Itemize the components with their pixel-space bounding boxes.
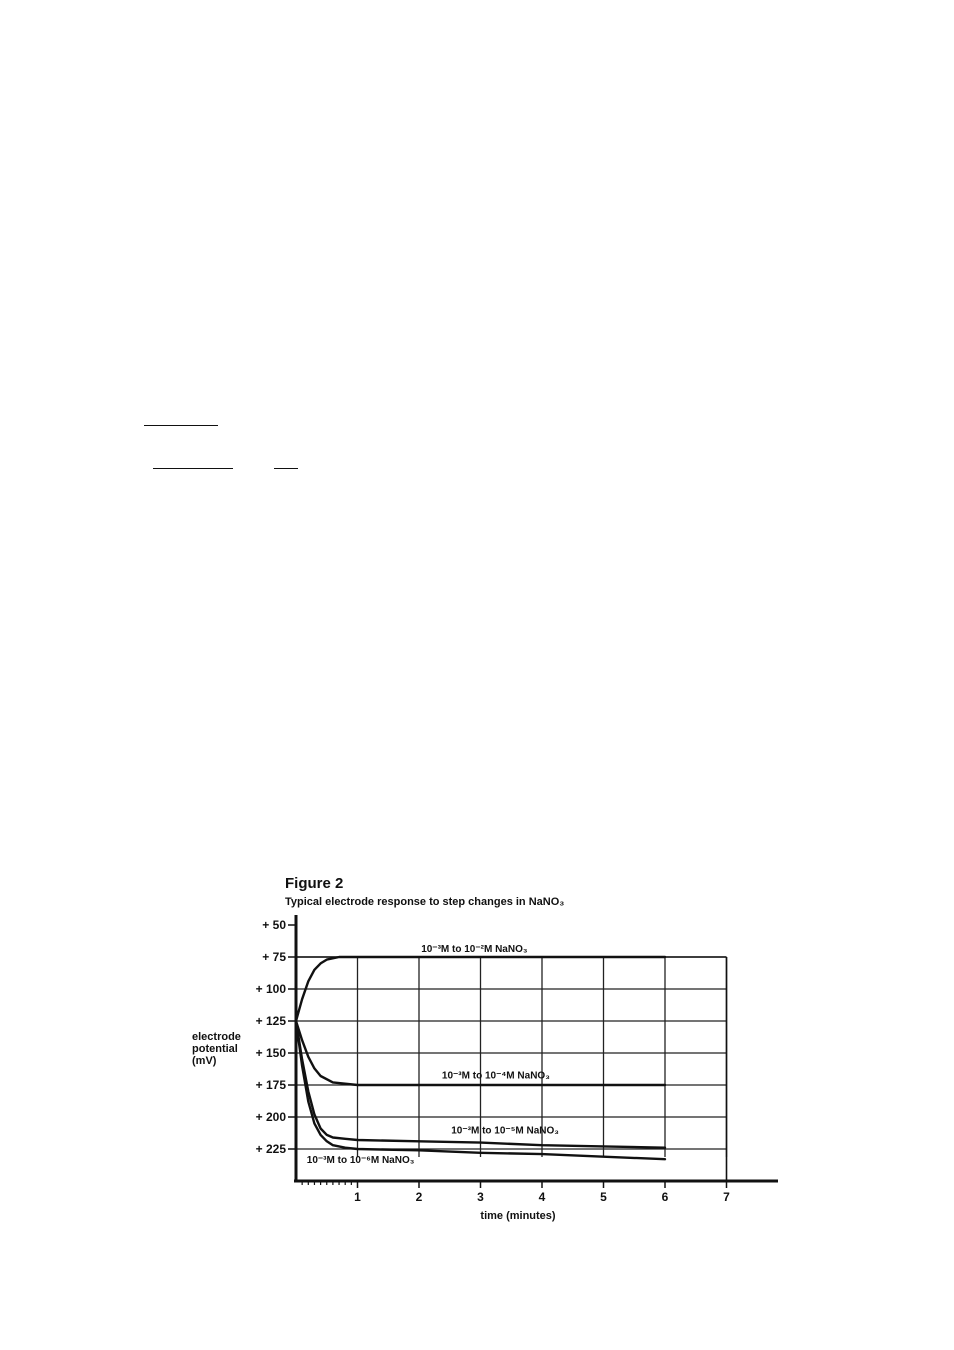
y-tick-label: + 125 <box>255 1014 286 1028</box>
y-tick-label: + 75 <box>262 950 286 964</box>
y-tick-label: + 100 <box>255 982 286 996</box>
series-label-3: 10⁻³M to 10⁻⁵M NaNO₃ <box>451 1125 559 1137</box>
x-tick-label: 1 <box>354 1190 361 1204</box>
chart-title: Figure 2 <box>285 875 344 892</box>
y-tick-label: + 175 <box>255 1078 286 1092</box>
y-tick-label: + 150 <box>255 1046 286 1060</box>
y-tick-label: + 50 <box>262 918 286 932</box>
x-tick-label: 4 <box>538 1190 546 1204</box>
y-tick-labels <box>256 918 287 1156</box>
x-tick-label: 2 <box>415 1190 423 1204</box>
x-tick-label: 3 <box>477 1190 484 1204</box>
x-tick-labels <box>354 1190 730 1204</box>
series-label-1: 10⁻³M to 10⁻²M NaNO₃ <box>421 943 528 955</box>
chart-subtitle: Typical electrode response to step changes in NaNO₃ <box>285 896 565 908</box>
x-tick-label: 7 <box>723 1190 730 1204</box>
y-axis-label-line-1: electrode <box>192 1031 241 1043</box>
y-tick-label: + 225 <box>255 1142 286 1156</box>
x-axis-label: time (minutes) <box>480 1210 556 1222</box>
series-label-2: 10⁻³M to 10⁻⁴M NaNO₃ <box>441 1070 550 1082</box>
x-tick-label: 6 <box>661 1190 669 1204</box>
series-annotations <box>307 944 560 1166</box>
y-axis-label-line-2: potential <box>192 1043 238 1055</box>
y-tick-label: + 200 <box>255 1110 286 1124</box>
y-axis-label-line-3: (mV) <box>192 1055 217 1067</box>
x-tick-label: 5 <box>600 1190 607 1204</box>
series-label-4: 10⁻³M to 10⁻⁶M NaNO₃ <box>306 1155 415 1167</box>
